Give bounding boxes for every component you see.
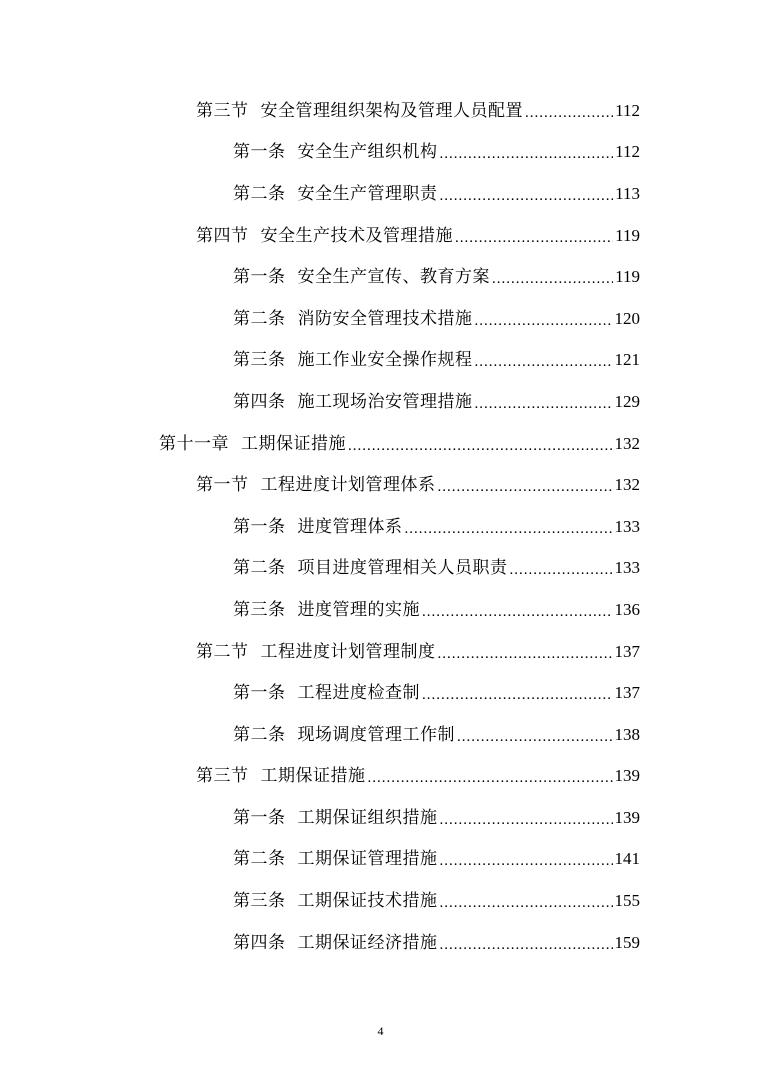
toc-entry-number: 第四节 — [196, 225, 249, 246]
toc-entry-number: 第四条 — [233, 932, 286, 953]
toc-entry-title: 进度管理的实施 — [297, 599, 420, 620]
toc-entry[interactable] — [0, 839, 761, 881]
toc-entry-page: 119 — [615, 225, 640, 245]
toc-entry-title: 工期保证措施 — [260, 766, 366, 787]
toc-entry-page: 129 — [614, 391, 640, 411]
toc-entry[interactable] — [0, 90, 761, 132]
toc-entry-number: 第三条 — [233, 599, 286, 620]
toc-leader-dots — [475, 311, 613, 331]
toc-leader-dots — [492, 269, 613, 289]
toc-entry-page: 112 — [615, 100, 640, 120]
toc-entry-page: 133 — [614, 558, 640, 578]
toc-entry-title: 工期保证技术措施 — [297, 891, 438, 912]
toc-leader-dots — [440, 935, 613, 955]
toc-entry-number: 第一条 — [233, 683, 286, 704]
toc-entry-number: 第一条 — [233, 807, 286, 828]
toc-entry-title: 工期保证组织措施 — [297, 807, 438, 828]
toc-entry-title: 项目进度管理相关人员职责 — [297, 558, 508, 579]
toc-entry-title: 安全生产组织机构 — [297, 142, 438, 163]
toc-leader-dots — [422, 602, 613, 622]
toc-leader-dots — [440, 144, 614, 164]
toc-entry-page: 133 — [614, 516, 640, 536]
toc-entry[interactable] — [0, 464, 761, 506]
toc-entry-number: 第三节 — [196, 766, 249, 787]
toc-leader-dots — [525, 103, 613, 123]
toc-entry[interactable] — [0, 631, 761, 673]
table-of-contents — [0, 90, 761, 963]
toc-entry-page: 139 — [614, 766, 640, 786]
toc-entry-title: 安全生产技术及管理措施 — [260, 225, 453, 246]
toc-entry-page: 137 — [614, 683, 640, 703]
toc-entry-page: 155 — [614, 891, 640, 911]
toc-entry-page: 159 — [614, 932, 640, 952]
toc-entry-number: 第二节 — [196, 641, 249, 662]
toc-entry-title: 安全生产管理职责 — [297, 183, 438, 204]
toc-entry-page: 138 — [614, 724, 640, 744]
page-number: 4 — [377, 1024, 384, 1038]
toc-entry-page: 136 — [614, 599, 640, 619]
toc-entry[interactable] — [0, 548, 761, 590]
toc-entry[interactable] — [0, 880, 761, 922]
toc-leader-dots — [440, 893, 613, 913]
toc-entry-page: 113 — [615, 183, 640, 203]
toc-entry[interactable] — [0, 340, 761, 382]
toc-leader-dots — [510, 560, 613, 580]
toc-entry-page: 132 — [614, 475, 640, 495]
toc-leader-dots — [440, 810, 613, 830]
toc-leader-dots — [422, 685, 613, 705]
toc-entry-title: 施工作业安全操作规程 — [297, 350, 473, 371]
toc-entry-title: 施工现场治安管理措施 — [297, 391, 473, 412]
toc-leader-dots — [457, 727, 613, 747]
toc-entry[interactable] — [0, 298, 761, 340]
toc-entry-title: 进度管理体系 — [297, 516, 403, 537]
toc-entry-number: 第十一章 — [159, 433, 229, 454]
toc-entry-title: 工程进度检查制 — [297, 683, 420, 704]
toc-entry-number: 第二条 — [233, 183, 286, 204]
toc-leader-dots — [440, 186, 614, 206]
toc-entry[interactable] — [0, 381, 761, 423]
toc-entry[interactable] — [0, 423, 761, 465]
toc-entry-title: 工期保证管理措施 — [297, 849, 438, 870]
toc-leader-dots — [438, 477, 613, 497]
toc-leader-dots — [440, 851, 613, 871]
toc-entry-number: 第一条 — [233, 516, 286, 537]
toc-entry[interactable] — [0, 215, 761, 257]
toc-entry-title: 工程进度计划管理体系 — [260, 475, 436, 496]
toc-entry-number: 第一条 — [233, 142, 286, 163]
toc-entry[interactable] — [0, 506, 761, 548]
toc-entry[interactable] — [0, 132, 761, 174]
toc-entry-page: 139 — [614, 807, 640, 827]
toc-leader-dots — [405, 519, 613, 539]
toc-entry-page: 120 — [614, 308, 640, 328]
toc-entry-title: 工程进度计划管理制度 — [260, 641, 436, 662]
toc-entry-number: 第一节 — [196, 475, 249, 496]
toc-entry-title: 工期保证措施 — [241, 433, 346, 454]
toc-entry-page: 119 — [615, 267, 640, 287]
toc-entry-number: 第二条 — [233, 558, 286, 579]
toc-entry-page: 112 — [615, 142, 640, 162]
toc-entry[interactable] — [0, 672, 761, 714]
toc-entry-number: 第二条 — [233, 724, 286, 745]
toc-leader-dots — [455, 228, 613, 248]
toc-entry[interactable] — [0, 256, 761, 298]
toc-entry[interactable] — [0, 797, 761, 839]
toc-entry[interactable] — [0, 173, 761, 215]
toc-entry-number: 第一条 — [233, 267, 286, 288]
toc-entry-title: 消防安全管理技术措施 — [297, 308, 473, 329]
toc-entry-title: 工期保证经济措施 — [297, 932, 438, 953]
toc-entry-page: 137 — [614, 641, 640, 661]
toc-entry-page: 132 — [614, 433, 640, 453]
toc-entry-number: 第二条 — [233, 308, 286, 329]
toc-entry[interactable] — [0, 714, 761, 756]
toc-entry-number: 第三节 — [196, 100, 249, 121]
toc-leader-dots — [475, 394, 613, 414]
toc-entry[interactable] — [0, 922, 761, 964]
toc-leader-dots — [438, 644, 613, 664]
toc-entry-number: 第四条 — [233, 391, 286, 412]
toc-entry-number: 第二条 — [233, 849, 286, 870]
toc-leader-dots — [475, 352, 613, 372]
toc-entry-title: 安全管理组织架构及管理人员配置 — [260, 100, 523, 121]
toc-entry-page: 141 — [614, 849, 640, 869]
toc-entry-page: 121 — [614, 350, 640, 370]
toc-entry-number: 第三条 — [233, 350, 286, 371]
toc-entry[interactable] — [0, 756, 761, 798]
toc-entry-number: 第三条 — [233, 891, 286, 912]
toc-entry-title: 安全生产宣传、教育方案 — [297, 267, 490, 288]
toc-entry-title: 现场调度管理工作制 — [297, 724, 455, 745]
toc-leader-dots — [348, 436, 613, 456]
toc-leader-dots — [368, 768, 613, 788]
toc-entry[interactable] — [0, 589, 761, 631]
